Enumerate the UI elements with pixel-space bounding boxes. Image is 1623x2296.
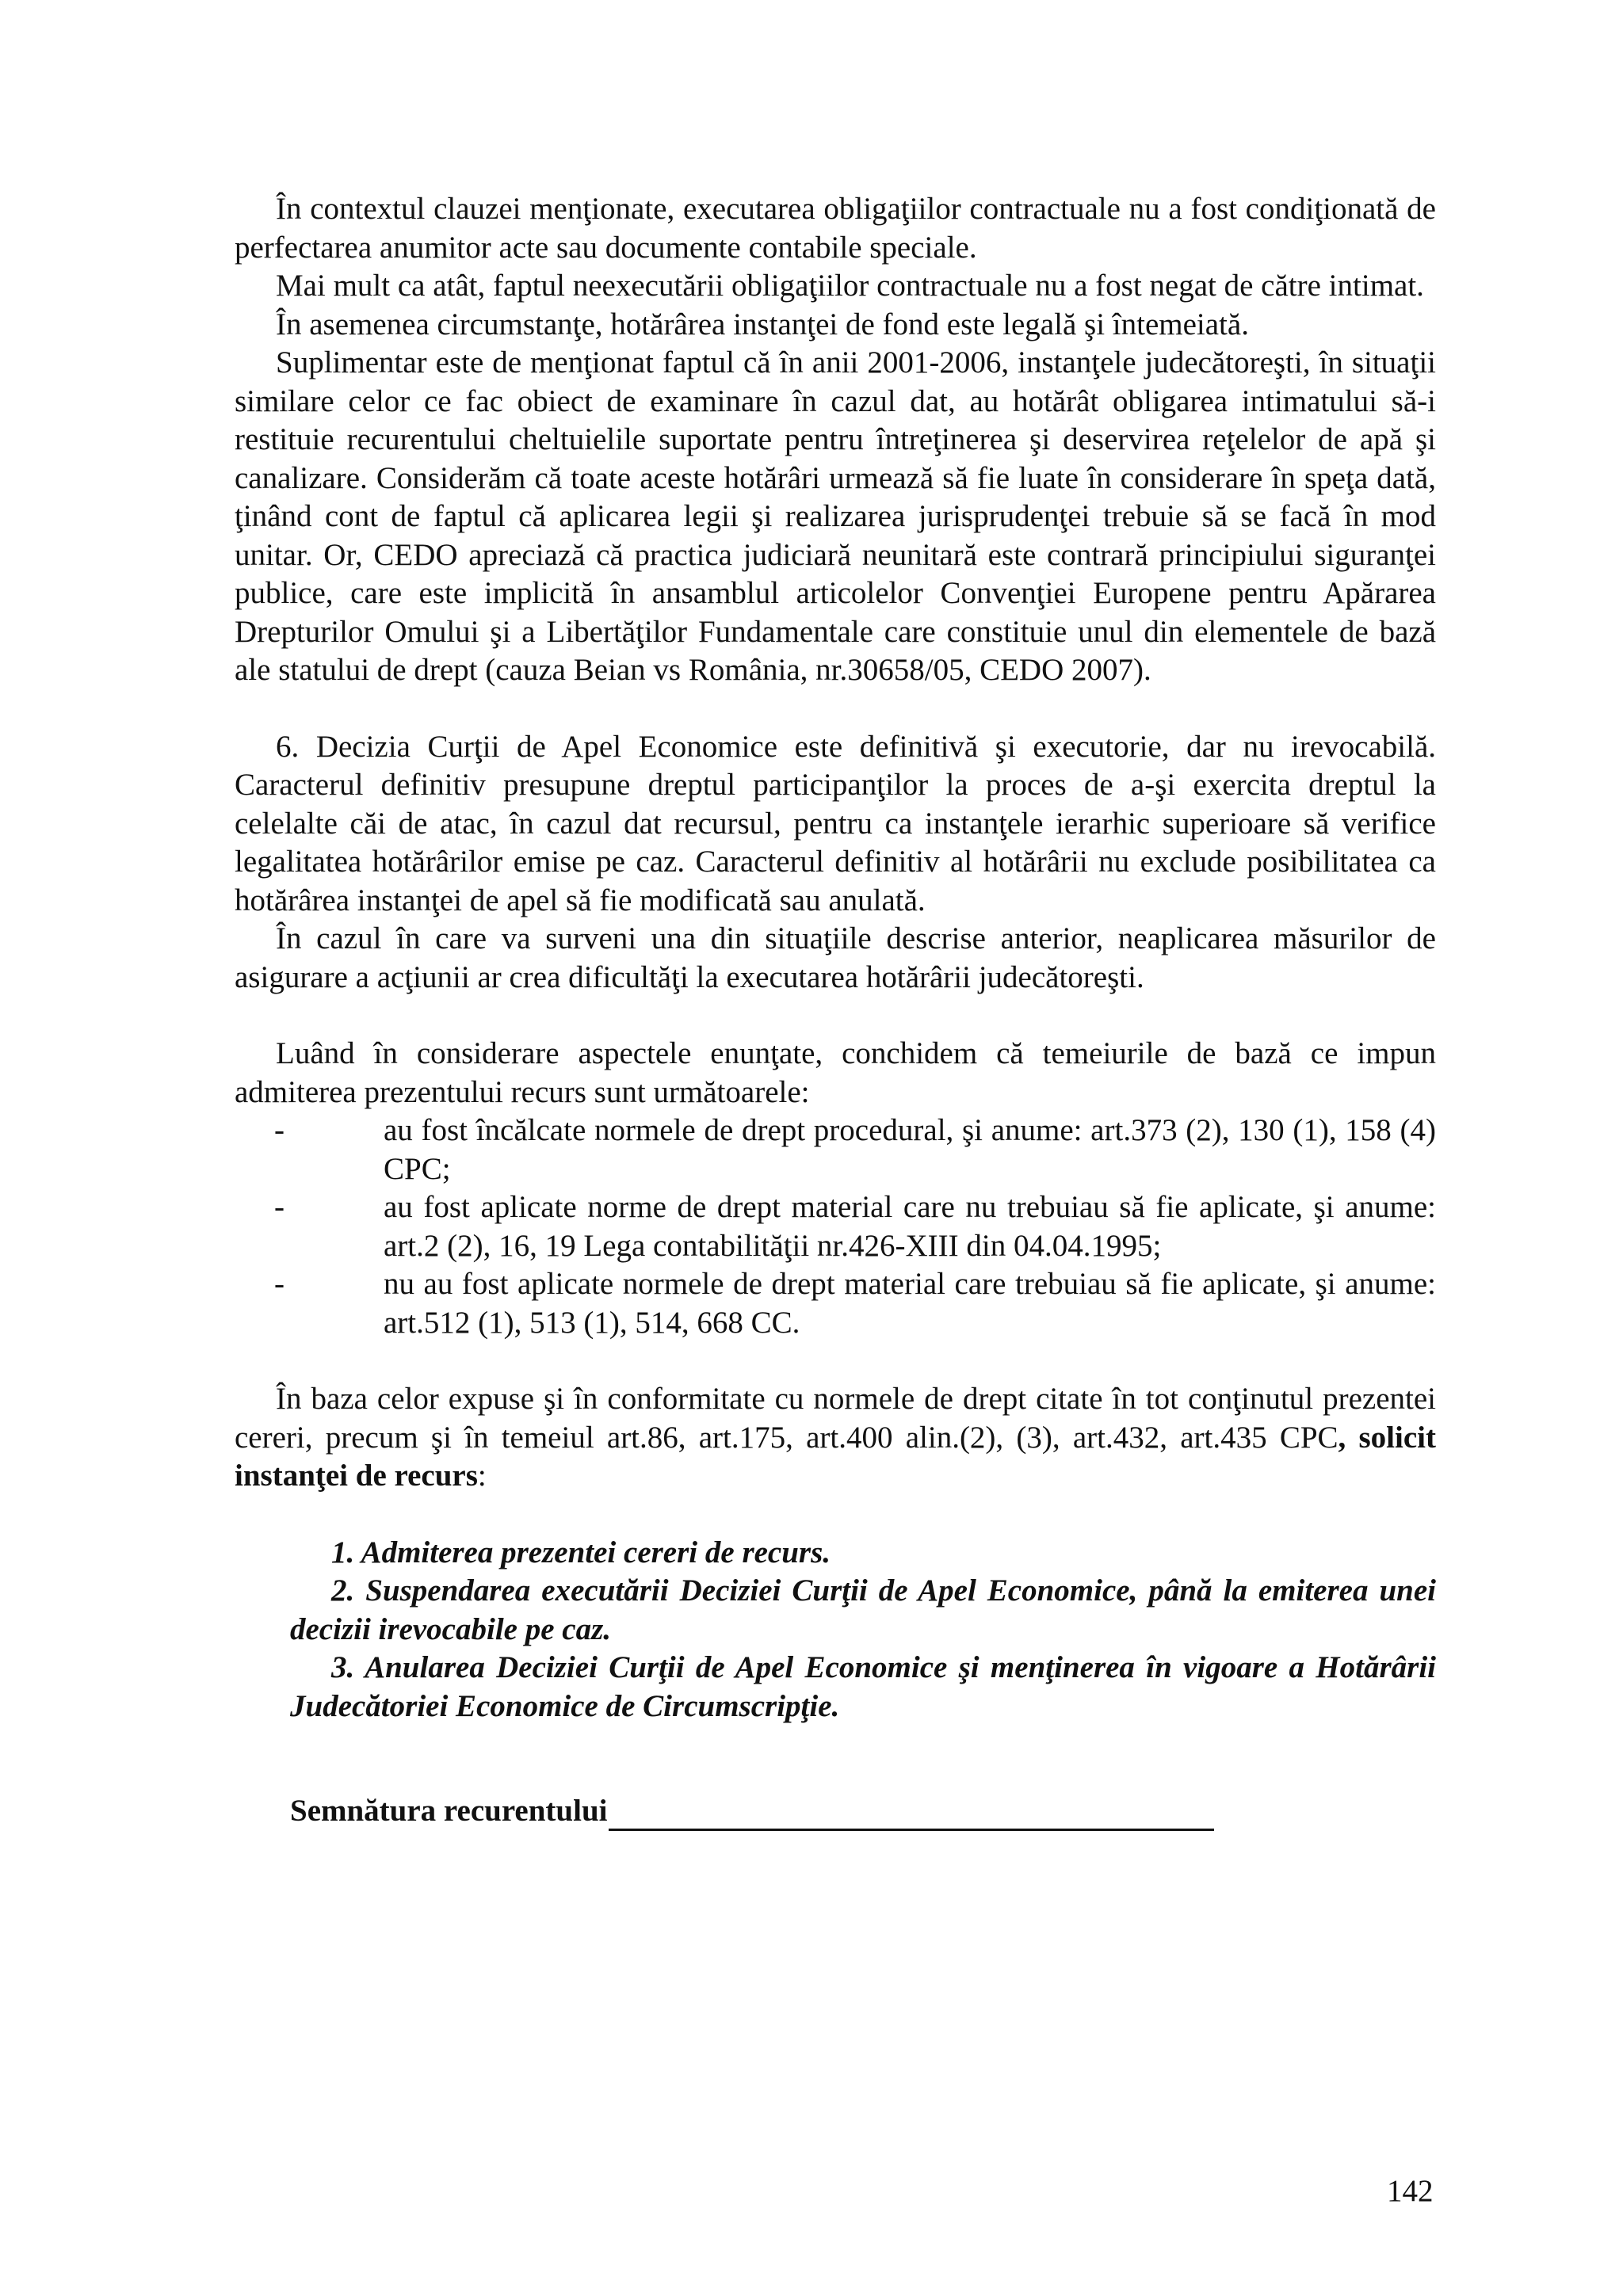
dash-marker: - (274, 1190, 285, 1224)
list-item (235, 1265, 1436, 1342)
page-number: 142 (1387, 2174, 1434, 2208)
list-item-text: au fost încălcate normele de drept procedural, şi anume: art.373 (2), 130 (1), 158 (4) CPC; (384, 1113, 1436, 1186)
spacer (235, 997, 1436, 1035)
paragraph: În cazul în care va surveni una din situaţiile descrise anterior, neaplicarea măsurilor de asigurare a acţiunii ar crea dificultăţi la executarea hotărârii judecătoreşti. (235, 921, 1436, 994)
signature-label: Semnătura recurentului (290, 1794, 608, 1828)
spacer (235, 1342, 1436, 1380)
request-item: 1. Admiterea prezentei cereri de recurs. (331, 1535, 831, 1569)
request-intro-bold: , solicit instanţei de recurs (235, 1420, 1436, 1493)
paragraph: Suplimentar este de menţionat faptul că în anii 2001-2006, instanţele judecătoreşti, în situaţii similare celor ce fac obiect de examinare în cazul dat, au hotărât obligarea intimatului să-i restituie recurentului cheltuielile suportate pentru întreţinerea şi deservirea reţelelor de apă şi canalizare. Considerăm că toate aceste hotărâri urmează să fie luate în considerare în speţa dată, ţinând cont de faptul că aplicarea legii şi realizarea jurisprudenţei trebuie să se facă în mod unitar. Or, CEDO apreciază că practica judiciară neunitară este contrară principiului siguranţei publice, care este implicită în ansamblul articolelor Convenţiei Europene pentru Apărarea Drepturilor Omului şi a Libertăţilor Fundamentale care constituie unul din elementele de bază ale statului de drept (cauza Beian vs România, nr.30658/05, CEDO 2007). (235, 345, 1436, 687)
paragraph: 6. Decizia Curţii de Apel Economice este definitivă şi executorie, dar nu irevocabilă. Caracterul definitiv presupune dreptul participanţilor la proces de a-şi exercita dreptul la celelalte căi de atac, în cazul dat recursul, pentru ca instanţele ierarhic superioare să verifice legalitatea hotărârilor emise pe caz. Caracterul definitiv al hotărârii nu exclude posibilitatea ca hotărârea instanţei de apel să fie modificată sau anulată. (235, 729, 1436, 917)
signature-line (609, 1800, 1214, 1831)
document-body (235, 190, 1436, 1831)
dash-marker: - (274, 1267, 285, 1301)
request-intro-text: În baza celor expuse şi în conformitate cu normele de drept citate în tot conţinutul prezentei cereri, precum şi în temeiul art.86, art.175, art.400 alin.(2), (3), art.432, art.435 CPC (235, 1382, 1436, 1455)
list-item (235, 1112, 1436, 1188)
list-item-text: au fost aplicate norme de drept material care nu trebuiau să fie aplicate, şi anume: art.2 (2), 16, 19 Lega contabilităţii nr.426-XIII din 04.04.1995; (384, 1190, 1436, 1263)
list-item (235, 1188, 1436, 1265)
request-item: 3. Anularea Deciziei Curţii de Apel Economice şi menţinerea în vigoare a Hotărârii Judecătoriei Economice de Circumscripţie. (290, 1650, 1436, 1723)
paragraph: În asemenea circumstanţe, hotărârea instanţei de fond este legală şi întemeiată. (276, 307, 1249, 341)
list-item-text: nu au fost aplicate normele de drept material care trebuiau să fie aplicate, şi anume: art.512 (1), 513 (1), 514, 668 CC. (384, 1267, 1436, 1340)
spacer (235, 1496, 1436, 1534)
request-intro-end: : (477, 1459, 487, 1493)
request-intro (235, 1380, 1436, 1496)
signature-block (290, 1792, 1436, 1831)
spacer (235, 1764, 1436, 1792)
paragraph: Mai mult ca atât, faptul neexecutării obligaţiilor contractuale nu a fost negat de către intimat. (276, 269, 1424, 303)
requests-list (235, 1534, 1436, 1726)
conclusion-intro: Luând în considerare aspectele enunţate, conchidem că temeiurile de bază ce impun admiterea prezentului recurs sunt următoarele: (235, 1036, 1436, 1109)
grounds-list (235, 1112, 1436, 1342)
request-item: 2. Suspendarea executării Deciziei Curţii de Apel Economice, până la emiterea unei decizii irevocabile pe caz. (290, 1573, 1436, 1646)
spacer (235, 1726, 1436, 1764)
spacer (235, 690, 1436, 728)
paragraph: În contextul clauzei menţionate, executarea obligaţiilor contractuale nu a fost condiţionată de perfectarea anumitor acte sau documente contabile speciale. (235, 192, 1436, 265)
dash-marker: - (274, 1113, 285, 1147)
